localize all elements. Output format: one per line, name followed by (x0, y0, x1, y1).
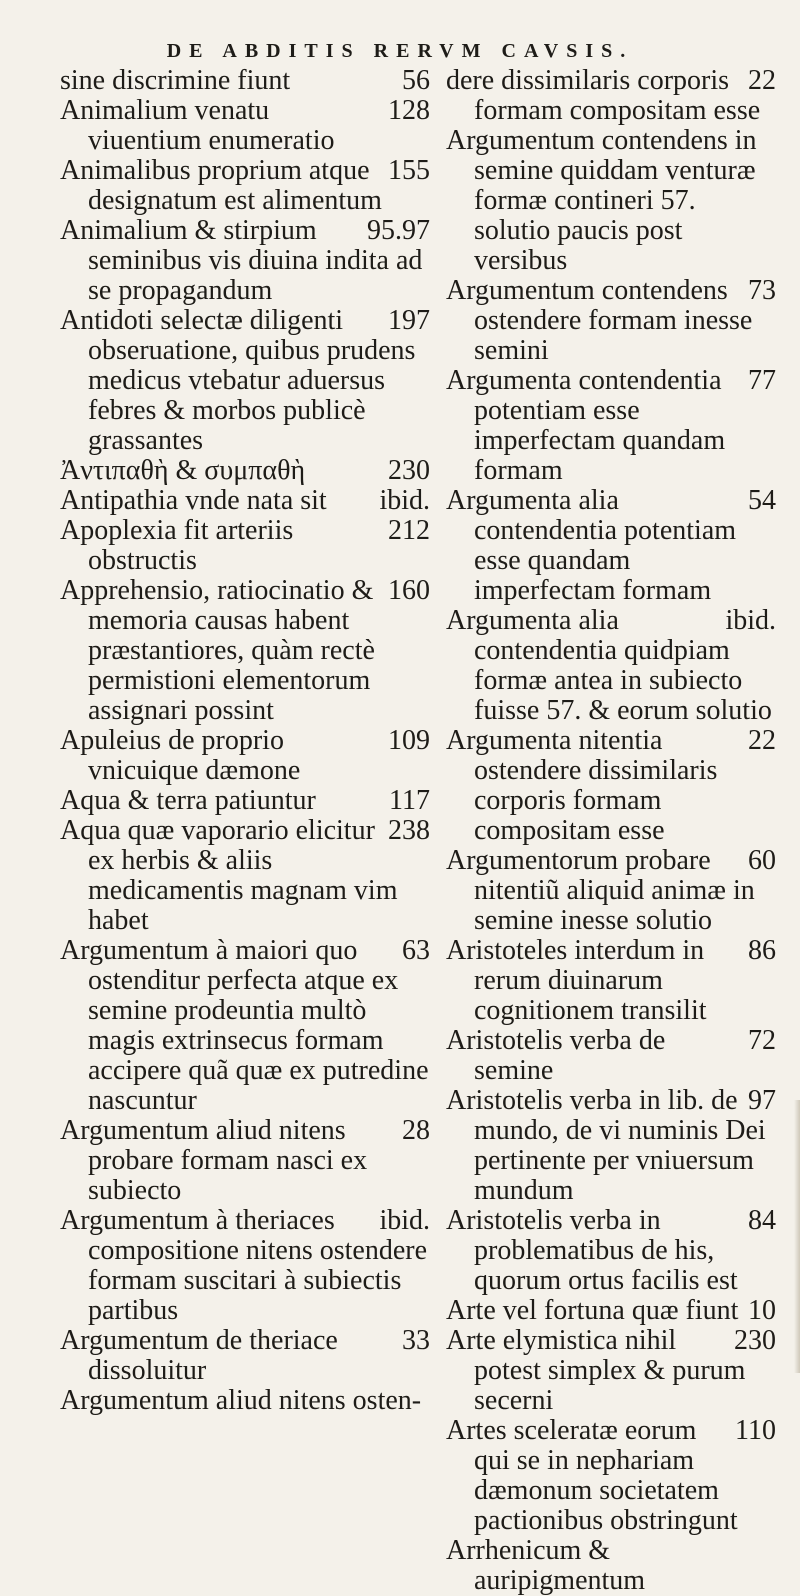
index-entry (446, 1206, 776, 1296)
entry-text: dere dissimilaris corporis formam compositam esse (446, 65, 761, 126)
index-entry (60, 1116, 430, 1206)
entry-text: Argumenta contendentia potentiam esse imperfectam quandam formam (446, 365, 726, 486)
index-entry (446, 606, 776, 726)
entry-text: Argumenta alia contendentia potentiam esse quandam imperfectam formam (446, 485, 737, 606)
page-reference: 230 (734, 1325, 776, 1356)
page-reference: ibid. (379, 1205, 430, 1236)
page-reference: 72 (748, 1025, 776, 1056)
index-entry (60, 66, 430, 96)
index-entry (60, 486, 430, 516)
entry-text: Ἀντιπαθὴ & συμπαθὴ (60, 455, 306, 486)
index-entry (446, 1536, 776, 1596)
entry-text: Argumentum contendens in semine quiddam venturæ formæ contineri 57. solutio paucis post versibus (446, 125, 757, 276)
entry-text: Apoplexia fit arteriis obstructis (60, 515, 294, 576)
index-entry (60, 1386, 430, 1416)
index-entry (60, 216, 430, 306)
entry-text: Aristotelis verba in problematibus de his, quorum ortus facilis est (446, 1205, 738, 1296)
entry-text: Aristotelis verba in lib. de mundo, de vi numinis Dei pertinente per vniuersum mundum (446, 1085, 766, 1206)
entry-text: Argumentum à maiori quo ostenditur perfecta atque ex semine prodeuntia multò magis extrinsecus formam accipere quã quæ ex putredine nascuntur (60, 935, 429, 1116)
page-reference: 22 (748, 725, 776, 756)
page-reference: 117 (389, 785, 430, 816)
index-entry (60, 816, 430, 936)
page-reference: 54 (748, 485, 776, 516)
entry-text: Animalium & stirpium seminibus vis diuina indita ad se propagandum (60, 215, 423, 306)
entry-text: Apprehensio, ratiocinatio & memoria causas habent præstantiores, quàm rectè permistioni elementorum assignari possint (60, 575, 375, 726)
page-reference: 128 (388, 95, 430, 126)
entry-text: Animalium venatu viuentium enumeratio (60, 95, 335, 156)
index-entry (446, 276, 776, 366)
page-reference: 212 (388, 515, 430, 546)
page-reference: 60 (748, 845, 776, 876)
entry-text: Artes sceleratæ eorum qui se in nephariam dæmonum societatem pactionibus obstringunt (446, 1415, 738, 1536)
entry-text: Antidoti selectæ diligenti obseruatione, quibus prudens medicus vtebatur aduersus febres & morbos publicè grassantes (60, 305, 416, 456)
page-reference: 33 (402, 1325, 430, 1356)
page-reference: 84 (748, 1205, 776, 1236)
entry-text: Argumentum aliud nitens osten- (60, 1385, 422, 1416)
page-reference: 155 (388, 155, 430, 186)
index-entry (60, 936, 430, 1116)
page-reference: ibid. (725, 605, 776, 636)
page-reference: 110 (735, 1415, 776, 1446)
page-reference: 97 (748, 1085, 776, 1116)
index-entry (60, 156, 430, 216)
page-reference: 73 (748, 275, 776, 306)
index-entry (60, 786, 430, 816)
entry-text: Argumenta nitentia ostendere dissimilaris corporis formam compositam esse (446, 725, 718, 846)
entry-text: Antipathia vnde nata sit (60, 485, 327, 516)
entry-text: Argumentorum probare nitentiũ aliquid animæ in semine inesse solutio (446, 845, 755, 936)
index-entry (446, 936, 776, 1026)
index-entry (446, 486, 776, 606)
entry-text: sine discrimine fiunt (60, 65, 291, 96)
page-reference: 197 (388, 305, 430, 336)
index-entry (60, 96, 430, 156)
entry-text: Argumentum de theriace dissoluitur (60, 1325, 338, 1386)
index-entry (446, 66, 776, 126)
index-entry (446, 726, 776, 846)
right-column (446, 66, 776, 1596)
entry-text: Aristotelis verba de semine (446, 1025, 666, 1086)
index-entry (446, 366, 776, 486)
index-entry (60, 306, 430, 456)
page-reference: 77 (748, 365, 776, 396)
page-reference: ibid. (379, 485, 430, 516)
entry-text: Arrhenicum & auripigmentum (446, 1535, 646, 1596)
index-entry (446, 126, 776, 276)
page-reference: 86 (748, 935, 776, 966)
entry-text: Argumentum à theriaces compositione nitens ostendere formam suscitari à subiectis partibus (60, 1205, 428, 1326)
index-entry (446, 846, 776, 936)
page-reference: 10 (748, 1295, 776, 1326)
entry-text: Argumentum contendens ostendere formam inesse semini (446, 275, 753, 366)
index-entry (60, 576, 430, 726)
index-entry (60, 516, 430, 576)
entry-text: Aqua & terra patiuntur (60, 785, 316, 816)
index-entry (446, 1416, 776, 1536)
entry-text: Arte elymistica nihil potest simplex & purum secerni (446, 1325, 746, 1416)
page-reference: 28 (402, 1115, 430, 1146)
entry-text: Arte vel fortuna quæ fiunt (446, 1295, 739, 1326)
entry-text: Aristoteles interdum in rerum diuinarum cognitionem transilit (446, 935, 707, 1026)
index-entry (446, 1326, 776, 1416)
page-reference: 95.97 (367, 215, 430, 246)
page-reference: 56 (402, 65, 430, 96)
index-entry (446, 1296, 776, 1326)
index-entry (446, 1086, 776, 1206)
index-entry (60, 726, 430, 786)
entry-text: Aqua quæ vaporario elicitur ex herbis & aliis medicamentis magnam vim habet (60, 815, 398, 936)
index-entry (60, 1206, 430, 1326)
entry-text: Apuleius de proprio vnicuique dæmone (60, 725, 301, 786)
running-title: DE ABDITIS RERVM CAVSIS. (166, 40, 634, 62)
page-reference: 160 (388, 575, 430, 606)
page-reference: 109 (388, 725, 430, 756)
index-entry (60, 456, 430, 486)
entry-text: Argumentum aliud nitens probare formam nasci ex subiecto (60, 1115, 368, 1206)
page-reference: 22 (748, 65, 776, 96)
page-reference: 230 (388, 455, 430, 486)
entry-text: Animalibus proprium atque designatum est alimentum (60, 155, 382, 216)
index-entry (60, 1326, 430, 1386)
entry-text: Argumenta alia contendentia quidpiam formæ antea in subiecto fuisse 57. & eorum solutio (446, 605, 772, 726)
page-edge-shadow (794, 1100, 800, 1373)
index-entry (446, 1026, 776, 1086)
page-reference: 238 (388, 815, 430, 846)
left-column (60, 66, 430, 1416)
page-reference: 63 (402, 935, 430, 966)
